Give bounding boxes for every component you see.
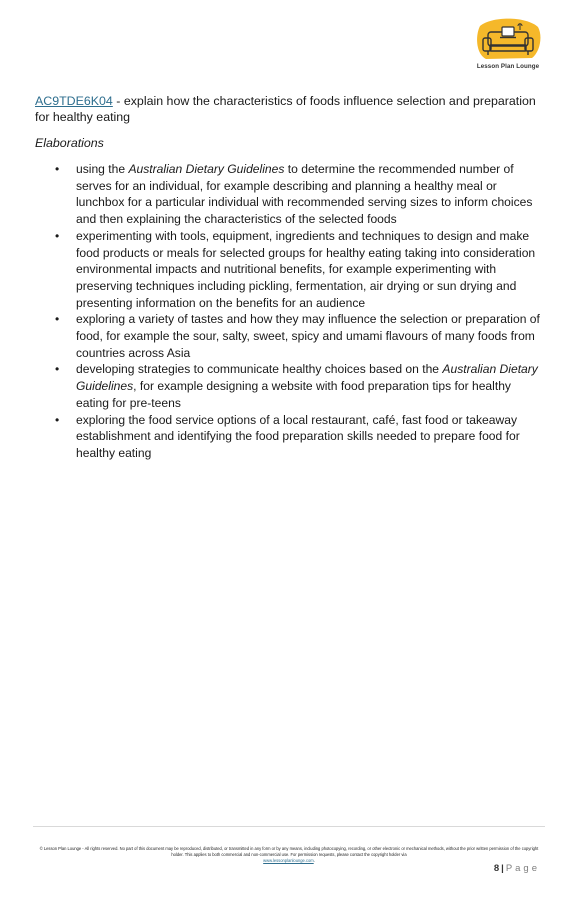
- page-number: 8 | Page: [493, 863, 540, 874]
- list-item: • developing strategies to communicate healthy choices based on the Australian Dietary Guidelines, for example designing a website with food preparation tips for healthy eating for pre-teens: [55, 362, 538, 410]
- elaborations-list: [35, 161, 547, 462]
- content-descriptor-text: - explain how the characteristics of foods influence selection and preparation for healthy eating: [35, 94, 536, 124]
- bullet-icon: •: [55, 362, 60, 377]
- bullet-icon: •: [55, 312, 60, 327]
- list-item: • using the Australian Dietary Guidelines to determine the recommended number of serves for an individual, for example describing and planning a healthy meal or lunchbox for a particular individual with recommended serving sizes to inform choices and then explaining the characteristics of the selected foods: [55, 162, 533, 227]
- bullet-icon: •: [55, 162, 60, 176]
- footer-divider: [33, 826, 545, 827]
- lesson-plan-lounge-logo: [470, 18, 546, 74]
- list-item: • experimenting with tools, equipment, ingredients and techniques to design and make food products or meals for selected groups for healthy eating taking into consideration environmental impacts and nutritional benefits, for example experimenting with preserving techniques including pickling, fermentation, air drying or sun drying and presenting information on the benefits for an audience: [55, 228, 536, 310]
- footer-website-link[interactable]: www.lessonplanlounge.com: [263, 858, 314, 863]
- content-descriptor: [35, 93, 545, 125]
- sofa-laptop-icon: [474, 18, 542, 62]
- logo-text: Lesson Plan Lounge: [476, 63, 540, 70]
- bullet-icon: •: [55, 412, 60, 427]
- bullet-icon: •: [55, 228, 60, 243]
- footer-copyright: © Lesson Plan Lounge - All rights reserved. No part of this document may be reproduced, distributed, or transmitted in any form or by any means, including photocopying, recording, or other electronic or mechanical methods, without the prior written permission of the copyright holder. This applies to both commercial and non-commercial use. For permission requests, please contact the copyright holder via www.lessonplanlounge.com.: [39, 846, 539, 863]
- curriculum-code-link[interactable]: AC9TDE6K04: [35, 94, 113, 108]
- list-item: • exploring the food service options of a local restaurant, café, fast food or takeaway establishment and identifying the food preparation skills needed to prepare food for healthy eating: [55, 412, 520, 460]
- elaborations-heading: Elaborations: [35, 136, 104, 150]
- list-item: • exploring a variety of tastes and how they may influence the selection or preparation of food, for example the sour, salty, sweet, spicy and umami flavours of many foods from countries across Asia: [55, 312, 540, 360]
